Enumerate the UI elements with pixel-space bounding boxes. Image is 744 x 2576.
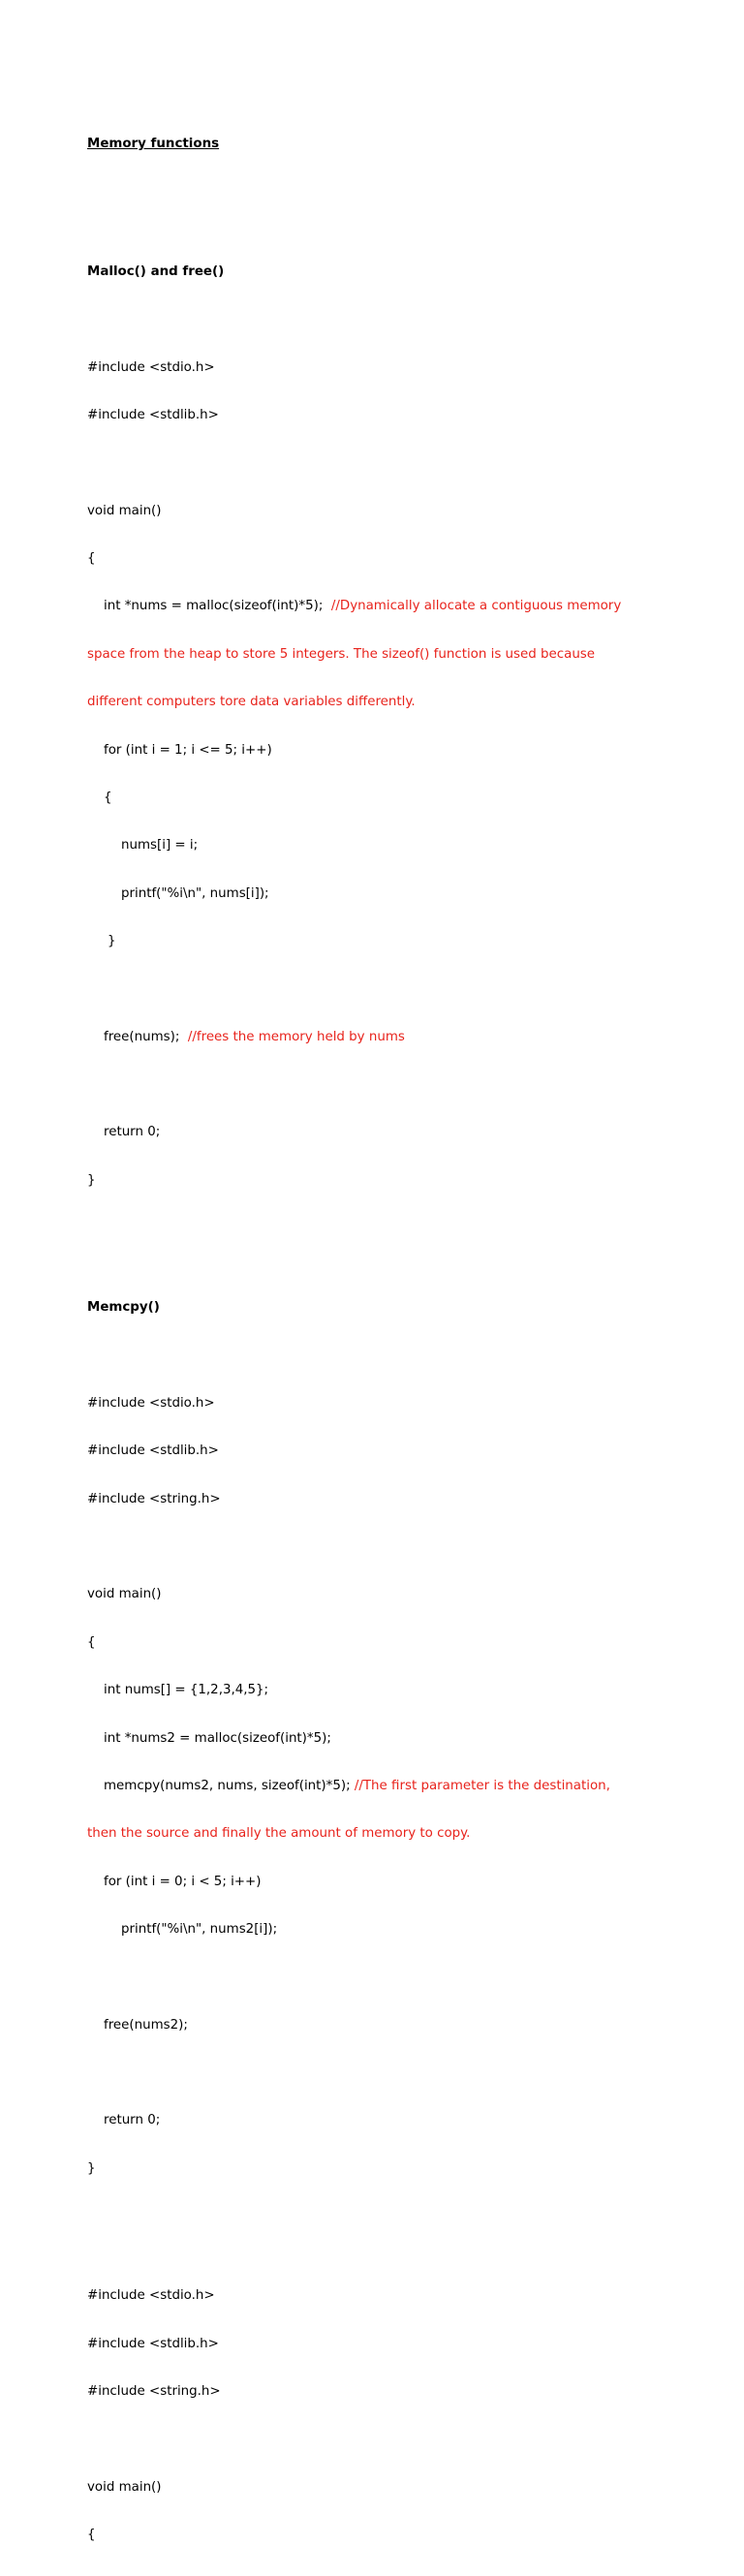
- code-line: #include <stdio.h>: [87, 359, 215, 375]
- code-line: nums[i] = i;: [121, 838, 199, 853]
- code-line: for (int i = 1; i <= 5; i++): [104, 742, 272, 758]
- blank-line: [87, 2432, 668, 2447]
- code-line: return 0;: [104, 1125, 161, 1140]
- code-line: for (int i = 0; i < 5; i++): [104, 1874, 262, 1889]
- code-line: }: [87, 1172, 96, 1188]
- code-line-memcpy: [87, 1779, 668, 1794]
- code-line: }: [108, 933, 116, 948]
- code-line: {: [87, 551, 96, 567]
- code-line: void main(): [87, 2479, 162, 2495]
- section-heading-malloc-free: Malloc() and free(): [87, 264, 225, 279]
- code-line-free: [87, 1030, 668, 1045]
- section-heading-memcpy: Memcpy(): [87, 1300, 160, 1316]
- code-line: #include <stdio.h>: [87, 1396, 215, 1412]
- code-line: #include <string.h>: [87, 2384, 221, 2400]
- blank-line: [87, 981, 668, 997]
- code-line: {: [104, 790, 112, 805]
- code-line: printf("%i\n", nums2[i]);: [121, 1921, 278, 1937]
- code-text: int *nums = malloc(sizeof(int)*5);: [104, 599, 331, 614]
- code-comment-line: then the source and finally the amount of memory to copy.: [87, 1826, 471, 1842]
- blank-line: [87, 312, 668, 327]
- code-comment: //The first parameter is the destination,: [354, 1778, 610, 1793]
- code-line: #include <string.h>: [87, 1491, 221, 1506]
- code-comment-line: different computers tore data variables differently.: [87, 695, 416, 710]
- document-page: [87, 89, 668, 2576]
- code-text: memcpy(nums2, nums, sizeof(int)*5);: [104, 1778, 355, 1793]
- code-line: int *nums2 = malloc(sizeof(int)*5);: [104, 1730, 331, 1746]
- code-line: return 0;: [104, 2113, 161, 2128]
- code-line: }: [87, 2160, 96, 2176]
- blank-line: [87, 2209, 668, 2224]
- blank-line: [87, 455, 668, 471]
- code-comment: //frees the memory held by nums: [187, 1029, 405, 1044]
- blank-line: [87, 1349, 668, 1364]
- code-line: void main(): [87, 1587, 162, 1602]
- code-line: void main(): [87, 503, 162, 518]
- blank-line: [87, 2065, 668, 2081]
- document-title: Memory functions: [87, 137, 220, 152]
- code-line-malloc: [87, 599, 668, 614]
- code-line: free(nums2);: [104, 2017, 188, 2033]
- code-line: #include <stdlib.h>: [87, 2336, 219, 2351]
- code-text: free(nums);: [104, 1029, 188, 1044]
- blank-line: [87, 1970, 668, 1985]
- code-line: #include <stdlib.h>: [87, 408, 219, 423]
- code-comment-line: space from the heap to store 5 integers. The sizeof() function is used because: [87, 646, 596, 662]
- code-comment: //Dynamically allocate a contiguous memory: [330, 599, 622, 614]
- code-line: #include <stdlib.h>: [87, 1443, 219, 1459]
- blank-line: [87, 1221, 668, 1236]
- code-line: printf("%i\n", nums[i]);: [121, 885, 269, 901]
- code-line: int nums[] = {1,2,3,4,5};: [104, 1683, 269, 1698]
- code-line: #include <stdio.h>: [87, 2288, 215, 2304]
- blank-line: [87, 1077, 668, 1093]
- blank-line: [87, 185, 668, 201]
- blank-line: [87, 1539, 668, 1555]
- code-line: {: [87, 2528, 96, 2543]
- code-line: {: [87, 1634, 96, 1650]
